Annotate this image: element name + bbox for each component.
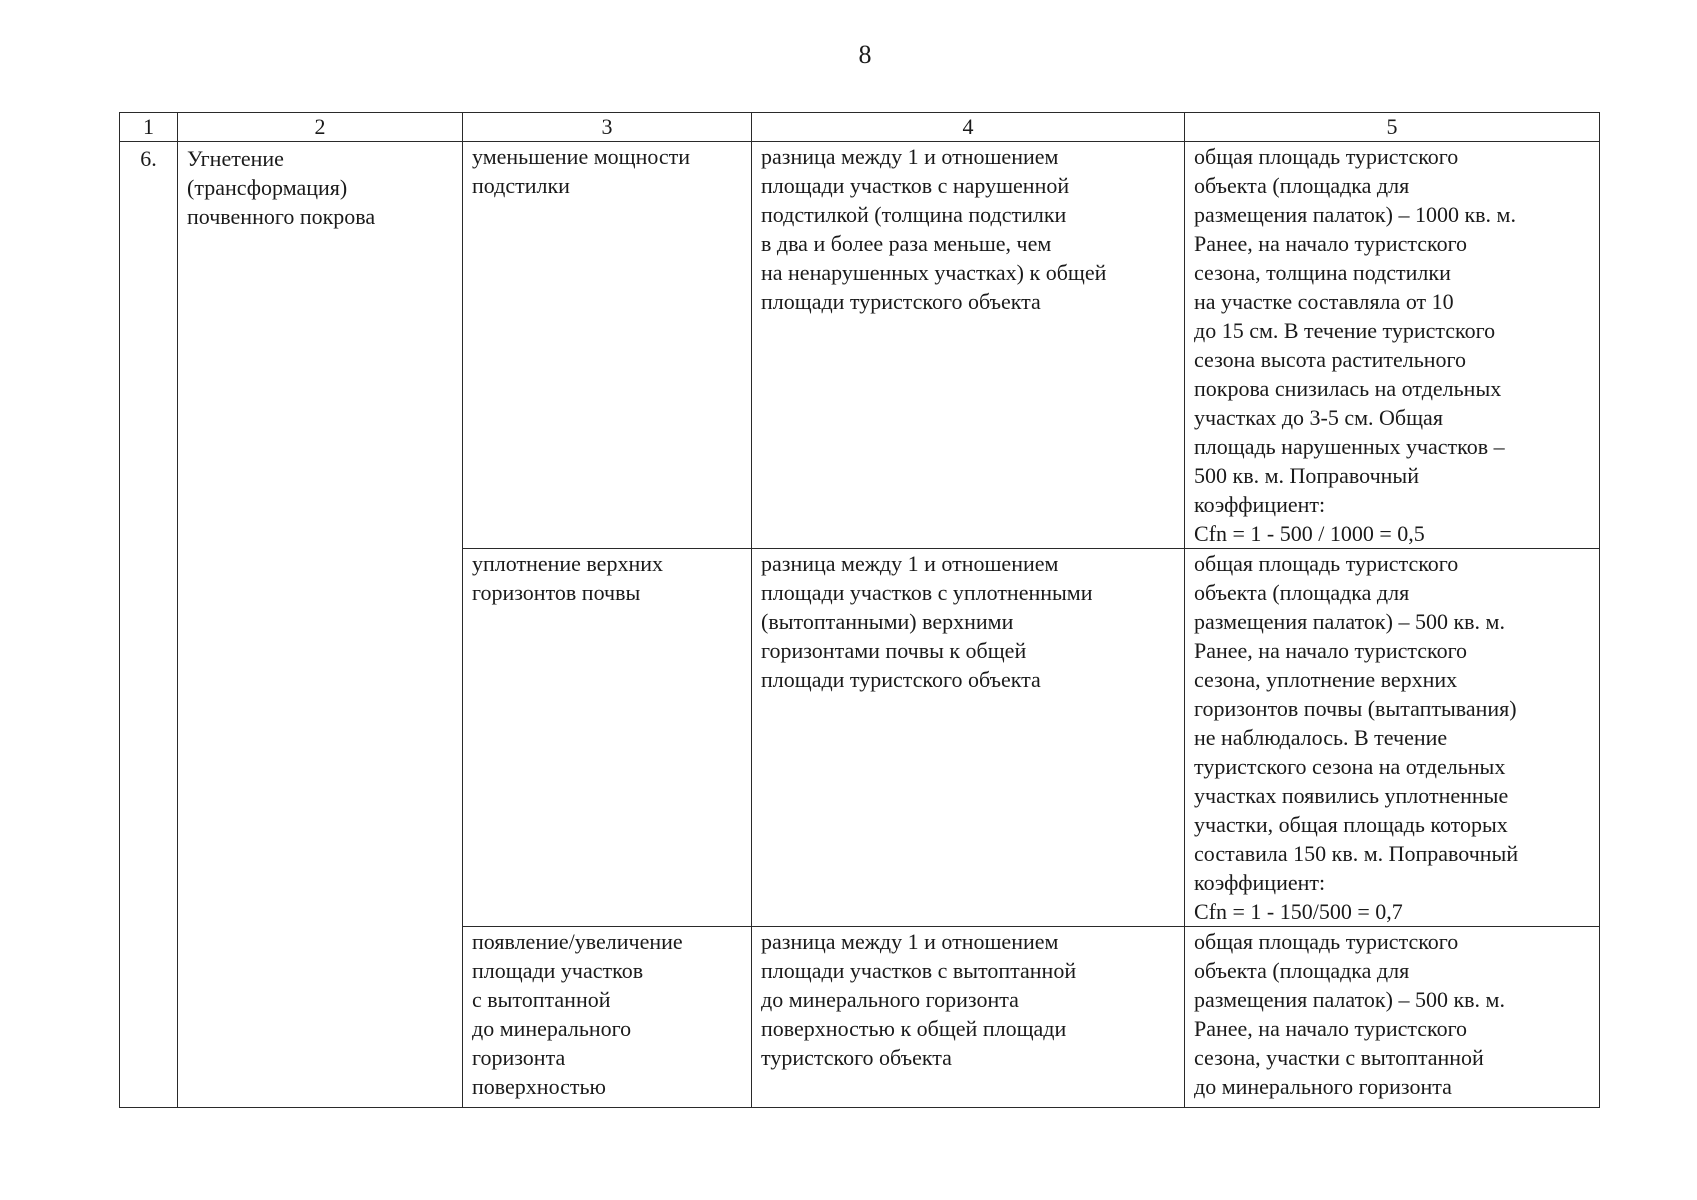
method-cell: разница между 1 и отношением площади участков с уплотненными (вытоптанными) верхними горизонтами почвы к общей площади туристского объекта: [752, 549, 1185, 927]
example-cell: общая площадь туристского объекта (площадка для размещения палаток) – 500 кв. м. Ранее, на начало туристского сезона, уплотнение верхних горизонтов почвы (вытаптывания) не наблюдалось. В течение туристского сезона на отдельных участках появились уплотненные участки, общая площадь которых составила 150 кв. м. Поправочный коэффициент: Cfn = 1 - 150/500 = 0,7: [1185, 549, 1600, 927]
row-number: 6.: [120, 142, 178, 1108]
header-col-3: 3: [463, 113, 752, 142]
method-cell: разница между 1 и отношением площади участков с вытоптанной до минерального горизонта поверхностью к общей площади туристского объекта: [752, 927, 1185, 1108]
indicator-cell: уменьшение мощности подстилки: [463, 142, 752, 549]
criteria-table: [119, 112, 1600, 1108]
header-col-1: 1: [120, 113, 178, 142]
page-number: 8: [858, 40, 872, 69]
header-col-5: 5: [1185, 113, 1600, 142]
method-cell: разница между 1 и отношением площади участков с нарушенной подстилкой (толщина подстилки в два и более раза меньше, чем на ненарушенных участках) к общей площади туристского объекта: [752, 142, 1185, 549]
table-header-row: [120, 113, 1600, 142]
table-row: [120, 142, 1600, 549]
impact-category: Угнетение (трансформация) почвенного покрова: [178, 142, 463, 1108]
header-col-4: 4: [752, 113, 1185, 142]
header-col-2: 2: [178, 113, 463, 142]
example-cell: общая площадь туристского объекта (площадка для размещения палаток) – 1000 кв. м. Ранее, на начало туристского сезона, толщина подстилки на участке составляла от 10 до 15 см. В течение туристского сезона высота растительного покрова снизилась на отдельных участках до 3-5 см. Общая площадь нарушенных участков – 500 кв. м. Поправочный коэффициент: Cfn = 1 - 500 / 1000 = 0,5: [1185, 142, 1600, 549]
indicator-cell: уплотнение верхних горизонтов почвы: [463, 549, 752, 927]
indicator-cell: появление/увеличение площади участков с вытоптанной до минерального горизонта поверхностью: [463, 927, 752, 1108]
example-cell: общая площадь туристского объекта (площадка для размещения палаток) – 500 кв. м. Ранее, на начало туристского сезона, участки с вытоптанной до минерального горизонта: [1185, 927, 1600, 1108]
